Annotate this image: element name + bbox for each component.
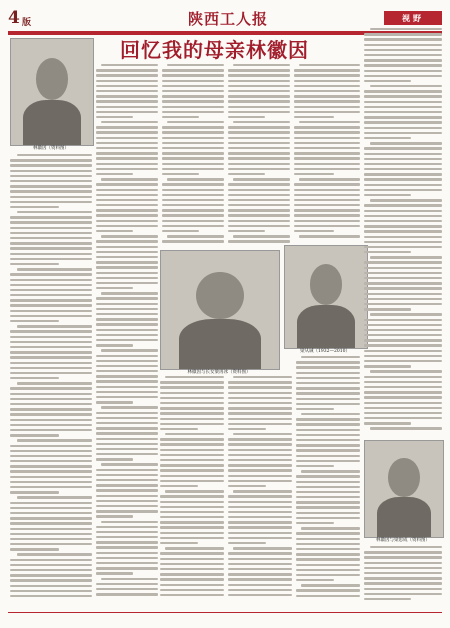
text-column [162,64,224,246]
photo-caption: 林徽因与梁思成（资料图） [376,538,430,543]
text-column [296,356,360,604]
portrait-photo [284,245,368,349]
text-column [96,64,158,604]
section-tag: 视野 [384,11,442,25]
text-column [228,64,290,246]
text-column [294,64,360,242]
portrait-photo [160,250,280,370]
text-column [10,154,92,604]
photo-caption: 梁从诫（1932—2010） [300,349,350,354]
masthead: 陕西工人报 [188,10,269,28]
text-column [228,376,292,604]
photo-caption: 林徽因（资料图） [33,146,69,151]
page-number: 4 [8,8,20,28]
page-footer [8,612,442,623]
headline: 回忆我的母亲林徽因 [120,38,309,62]
page-label: 版 [22,18,32,28]
portrait-photo [10,38,94,146]
photo-caption: 林徽因与长女梁再冰（资料图） [187,370,251,375]
text-column [364,546,442,604]
text-column [364,28,442,436]
portrait-photo [364,440,444,538]
text-column [160,376,224,604]
